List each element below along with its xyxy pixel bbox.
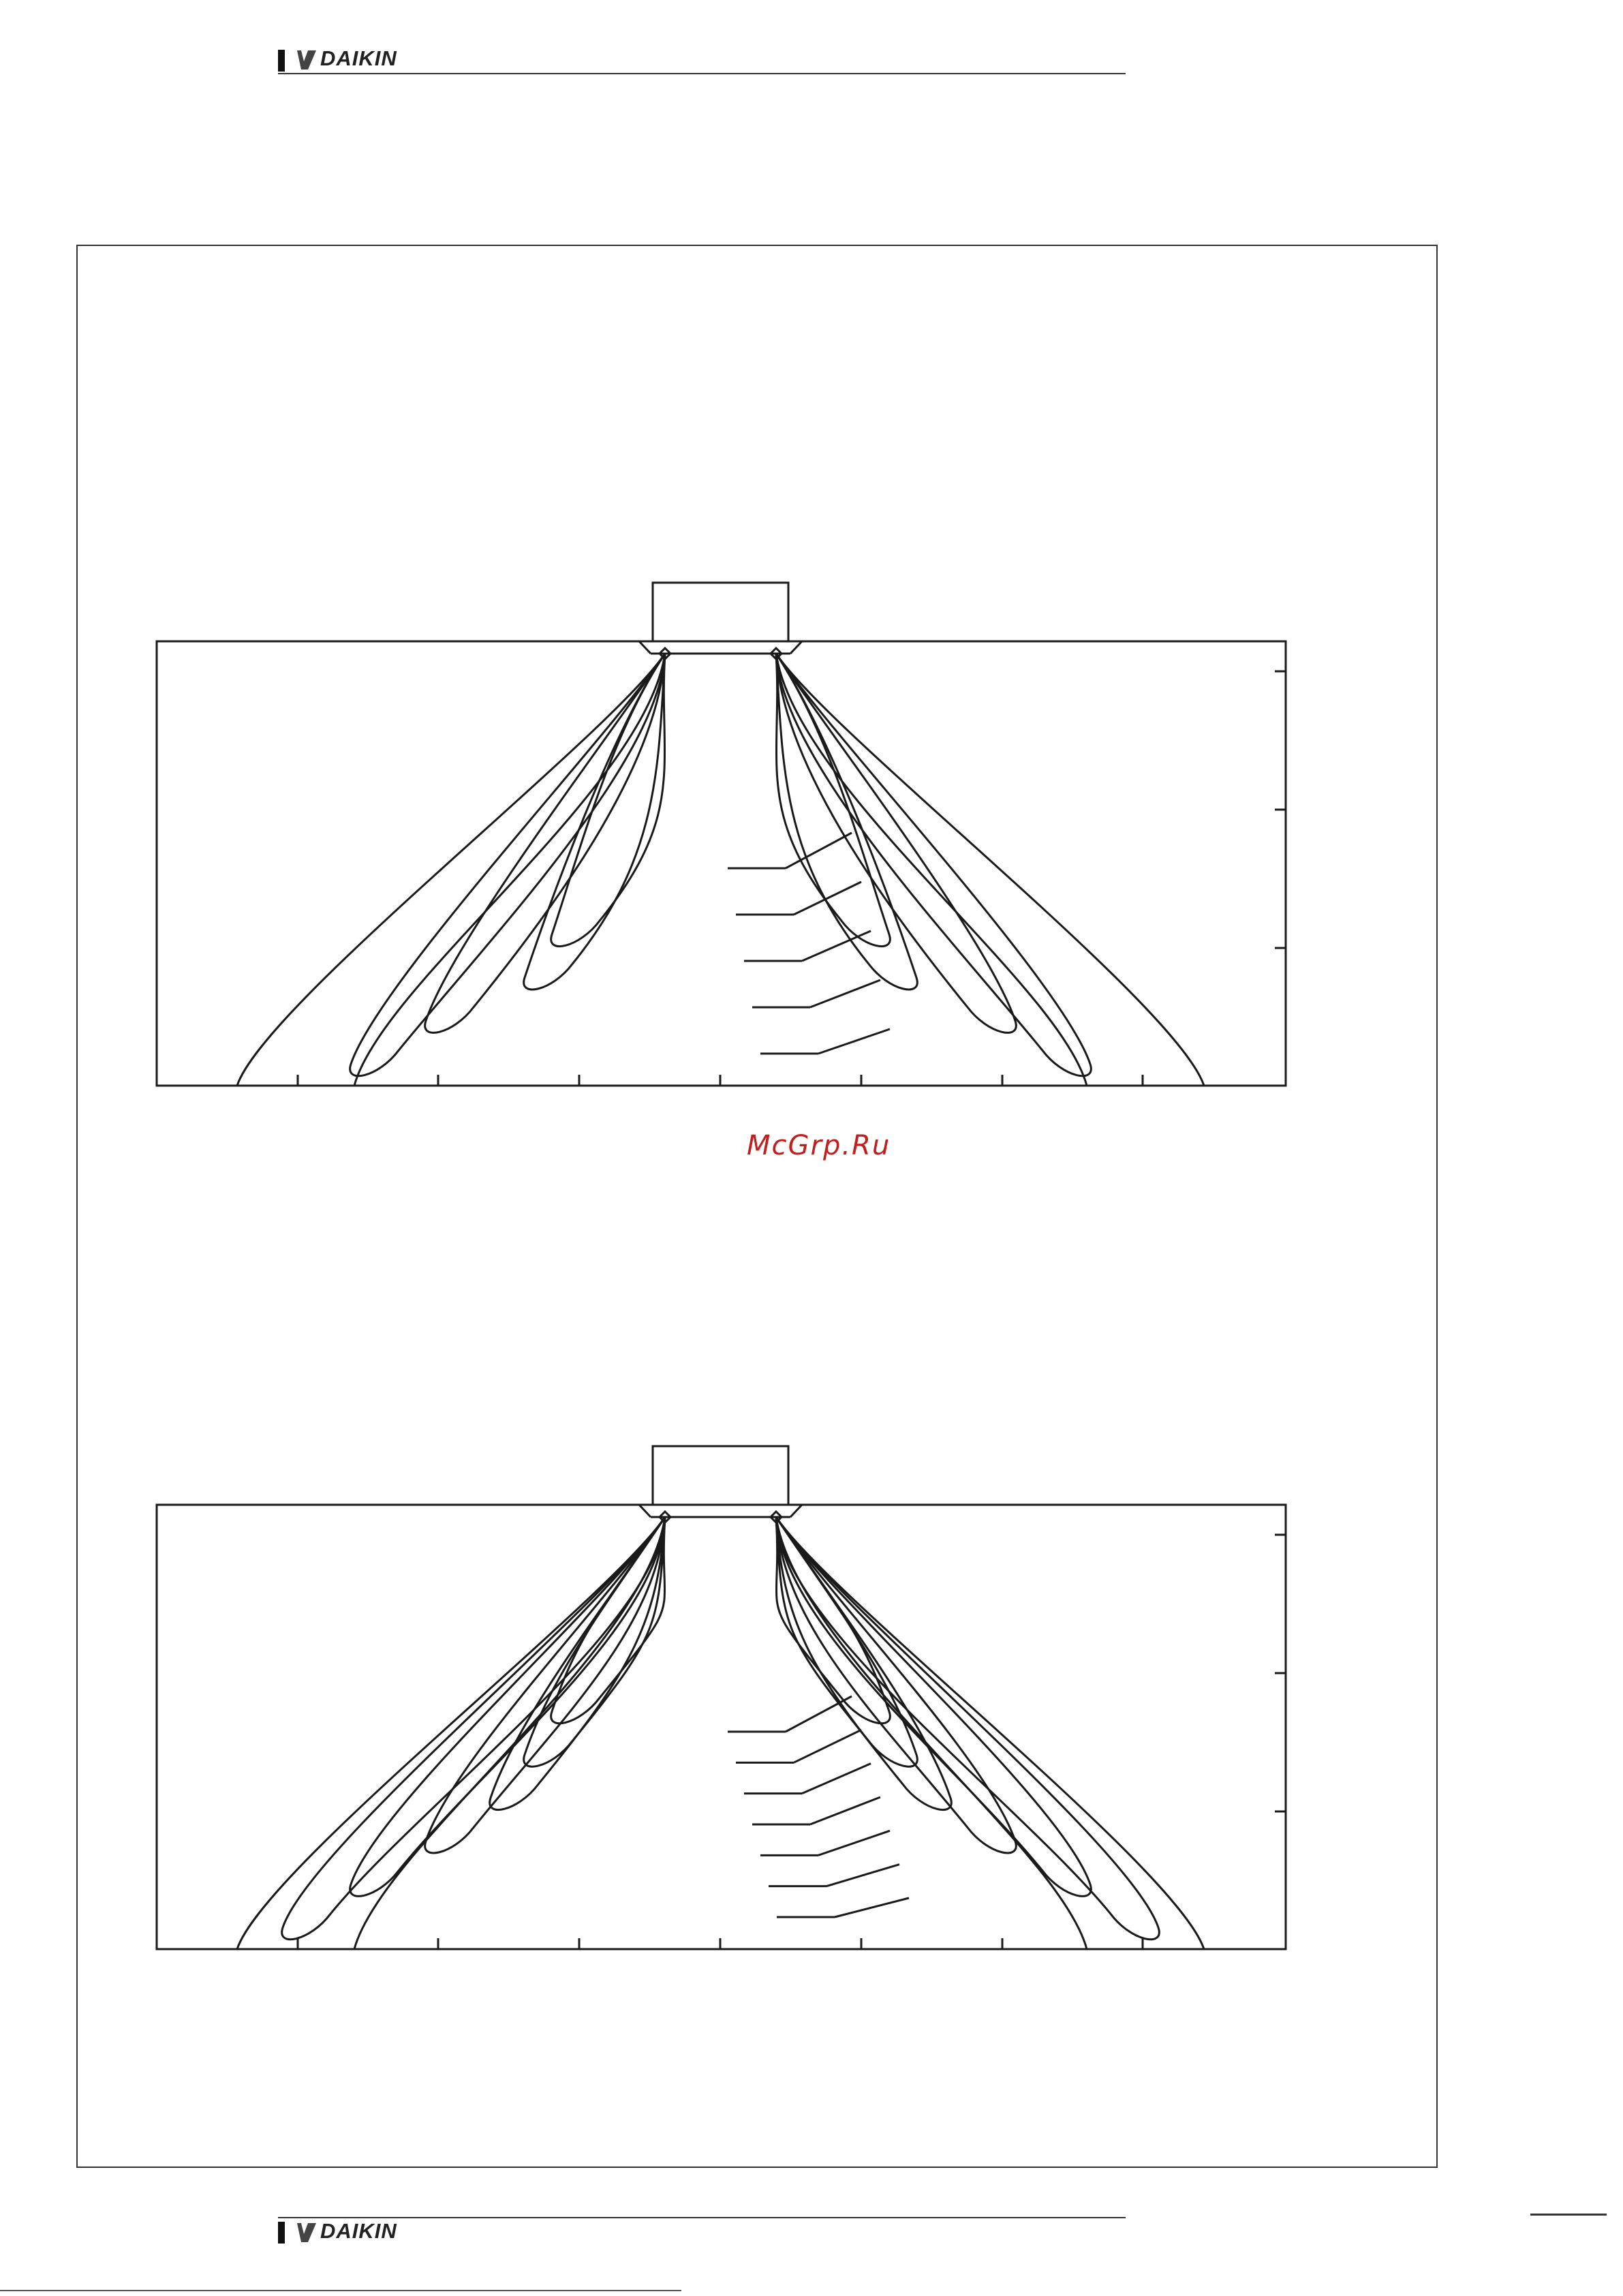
indoor-unit-body xyxy=(653,583,788,641)
contour-left xyxy=(524,654,665,990)
contour-right xyxy=(776,654,1204,1086)
leader-line xyxy=(802,1764,871,1794)
leader-line xyxy=(810,980,880,1007)
leader-line xyxy=(802,931,871,961)
leader-line xyxy=(786,1696,852,1732)
leader-line xyxy=(794,1730,861,1762)
plot-frame xyxy=(157,1505,1286,1949)
contour-left xyxy=(237,654,665,1086)
contour-left xyxy=(551,654,665,947)
air-throw-diagram-top xyxy=(157,583,1286,1086)
outlet-trim-right xyxy=(790,641,802,654)
leader-line xyxy=(794,882,861,915)
page-number-rule xyxy=(1530,2214,1607,2216)
watermark: McGrp.Ru xyxy=(747,1130,891,1161)
outlet-trim-left xyxy=(639,1505,651,1517)
contour-right xyxy=(776,654,917,990)
leader-line xyxy=(818,1831,890,1855)
contour-left xyxy=(350,1517,665,1896)
leader-line xyxy=(835,1898,909,1917)
footer-rule xyxy=(278,2217,1126,2218)
header-brand: DAIKIN xyxy=(320,46,397,70)
page-bottom-edge xyxy=(0,2290,681,2291)
leader-line xyxy=(810,1797,880,1824)
leader-line xyxy=(826,1865,899,1886)
indoor-unit-body xyxy=(653,1446,788,1505)
contour-right xyxy=(776,654,890,947)
footer-brand: DAIKIN xyxy=(320,2219,397,2243)
contour-right xyxy=(776,1517,1091,1896)
outlet-trim-left xyxy=(639,641,651,654)
footer-logo-bar xyxy=(278,2222,285,2244)
leader-line xyxy=(818,1029,890,1054)
air-throw-diagram-bottom xyxy=(157,1446,1286,1949)
plot-frame xyxy=(157,641,1286,1086)
outlet-trim-right xyxy=(790,1505,802,1517)
